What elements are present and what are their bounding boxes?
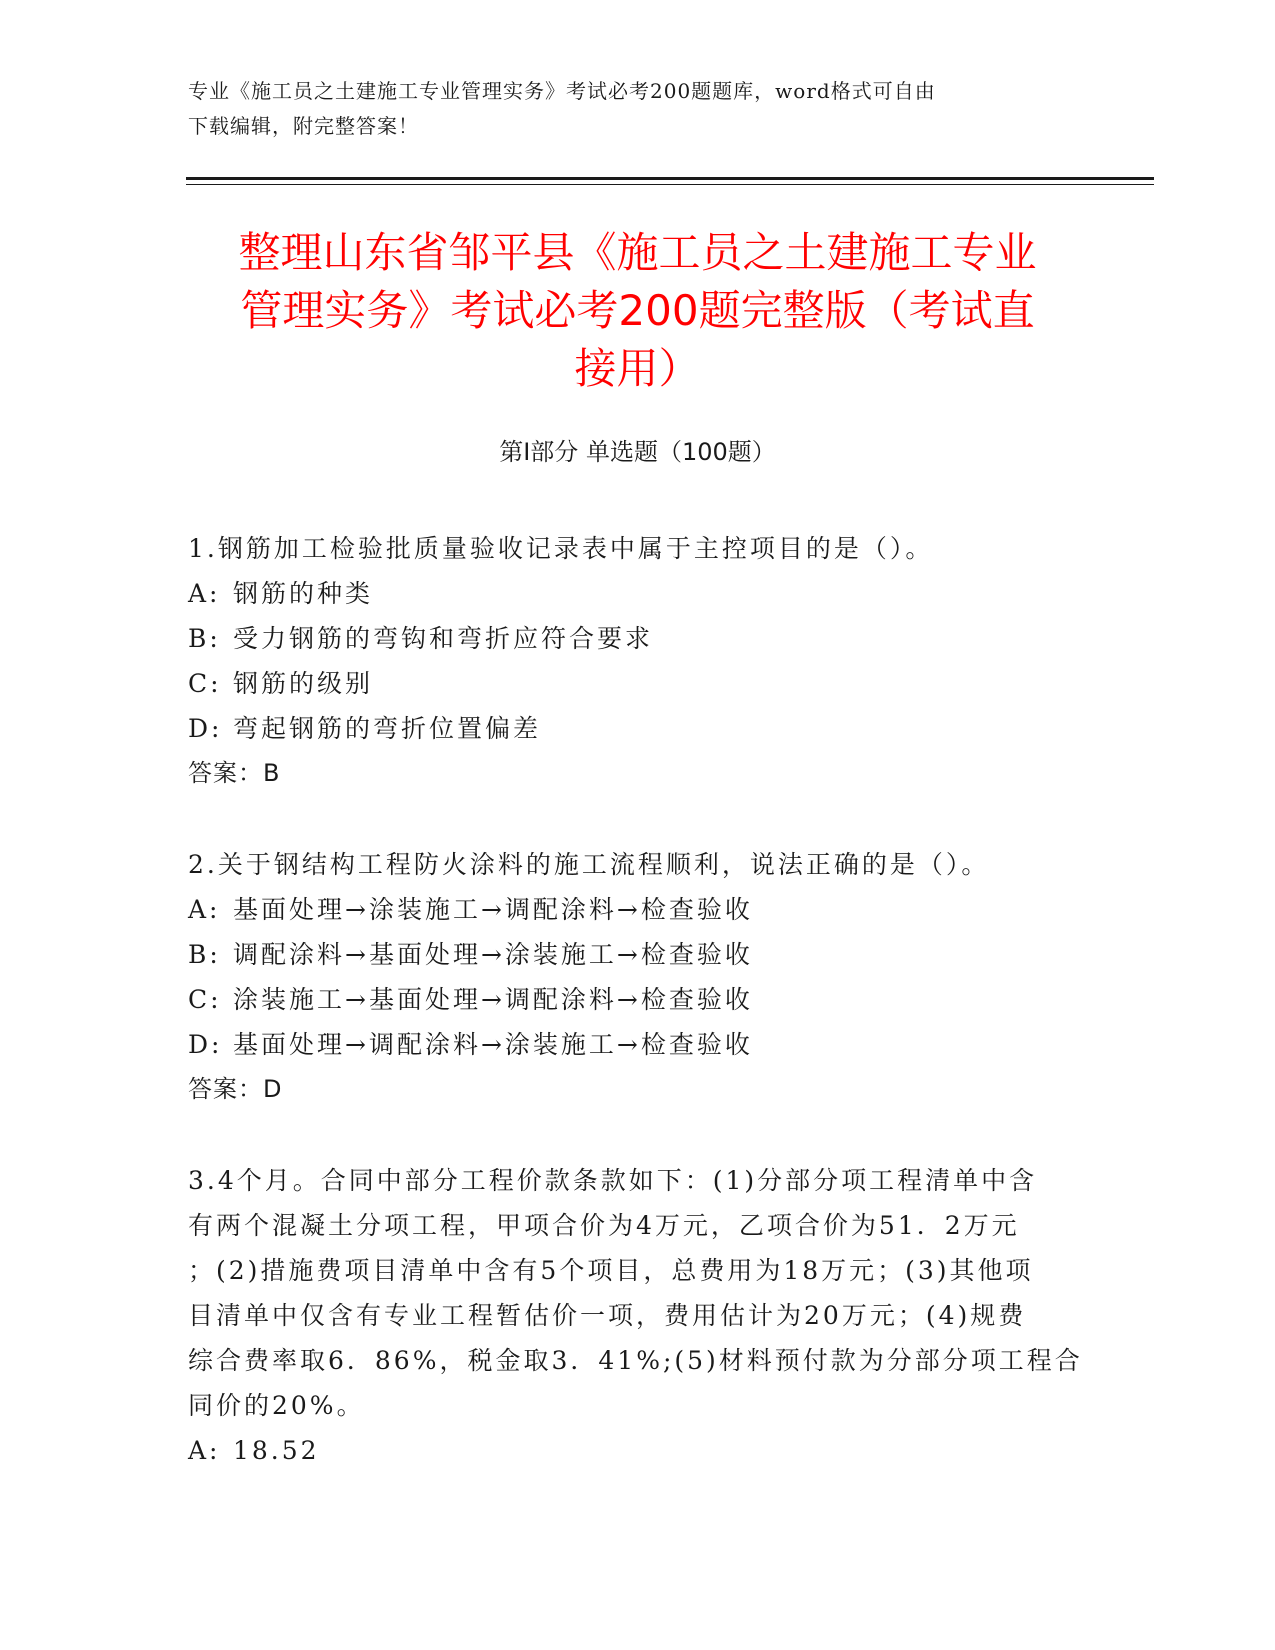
option-key: B: [188, 624, 221, 653]
question-stem-line: 目清单中仅含有专业工程暂估价一项，费用估计为20万元；(4)规费 [188, 1301, 1027, 1330]
option-key: A: [188, 895, 221, 924]
option-key: D: [188, 1030, 223, 1059]
question-stem: 1.钢筋加工检验批质量验收记录表中属于主控项目的是（）。 [188, 534, 934, 563]
question-3 [188, 1158, 1083, 1473]
header-note [188, 74, 1068, 144]
option-text: 钢筋的种类 [233, 579, 374, 608]
option-key: A: [188, 579, 221, 608]
question-stem-line: ；(2)措施费项目清单中含有5个项目，总费用为18万元；(3)其他项 [188, 1256, 1034, 1285]
option-text: 弯起钢筋的弯折位置偏差 [233, 714, 542, 743]
option-text: 基面处理→涂装施工→调配涂料→检查验收 [233, 895, 753, 924]
option-text: 钢筋的级别 [233, 669, 374, 698]
question-2 [188, 842, 1068, 1112]
header-note-line-2: 下载编辑，附完整答案！ [188, 114, 419, 138]
option-key: A: [188, 1436, 221, 1465]
header-note-line-1: 专业《施工员之土建施工专业管理实务》考试必考200题题库，word格式可自由 [188, 79, 936, 103]
option-text: 调配涂料→基面处理→涂装施工→检查验收 [233, 940, 753, 969]
header-divider-thin [186, 184, 1154, 185]
option-d [188, 1022, 1068, 1067]
option-a [188, 1428, 1068, 1473]
option-key: B: [188, 940, 221, 969]
option-text: 涂装施工→基面处理→调配涂料→检查验收 [233, 985, 753, 1014]
question-list [188, 526, 1083, 1519]
option-text: 18.52 [233, 1436, 320, 1465]
question-1 [188, 526, 1068, 796]
header-divider-thick [186, 177, 1154, 180]
option-key: C: [188, 985, 222, 1014]
answer-label: 答案：D [188, 1075, 283, 1103]
option-text: 受力钢筋的弯钩和弯折应符合要求 [233, 624, 654, 653]
option-key: D: [188, 714, 223, 743]
section-title: 第Ⅰ部分 单选题（100题） [499, 438, 776, 466]
option-key: C: [188, 669, 222, 698]
question-stem-line: 3.4个月。合同中部分工程价款条款如下：(1)分部分项工程清单中含 [188, 1166, 1038, 1195]
option-d [188, 706, 1068, 751]
option-a [188, 887, 1068, 932]
question-stem-line: 综合费率取6．86%，税金取3．41%;(5)材料预付款为分部分项工程合 [188, 1346, 1083, 1375]
option-b [188, 616, 1068, 661]
question-stem-line: 同价的20%。 [188, 1391, 365, 1420]
option-c [188, 977, 1068, 1022]
document-title [190, 224, 1085, 398]
option-a [188, 571, 1068, 616]
document-title-line-1: 整理山东省邹平县《施工员之土建施工专业 [238, 228, 1037, 277]
document-title-line-3: 接用） [574, 344, 701, 393]
document-title-line-2: 管理实务》考试必考200题完整版（考试直 [240, 286, 1035, 335]
option-text: 基面处理→调配涂料→涂装施工→检查验收 [233, 1030, 753, 1059]
option-c [188, 661, 1068, 706]
question-stem-line: 有两个混凝土分项工程，甲项合价为4万元，乙项合价为51．2万元 [188, 1211, 1020, 1240]
answer-label: 答案：B [188, 759, 281, 787]
option-b [188, 932, 1068, 977]
question-stem: 2.关于钢结构工程防火涂料的施工流程顺利，说法正确的是（）。 [188, 850, 990, 879]
